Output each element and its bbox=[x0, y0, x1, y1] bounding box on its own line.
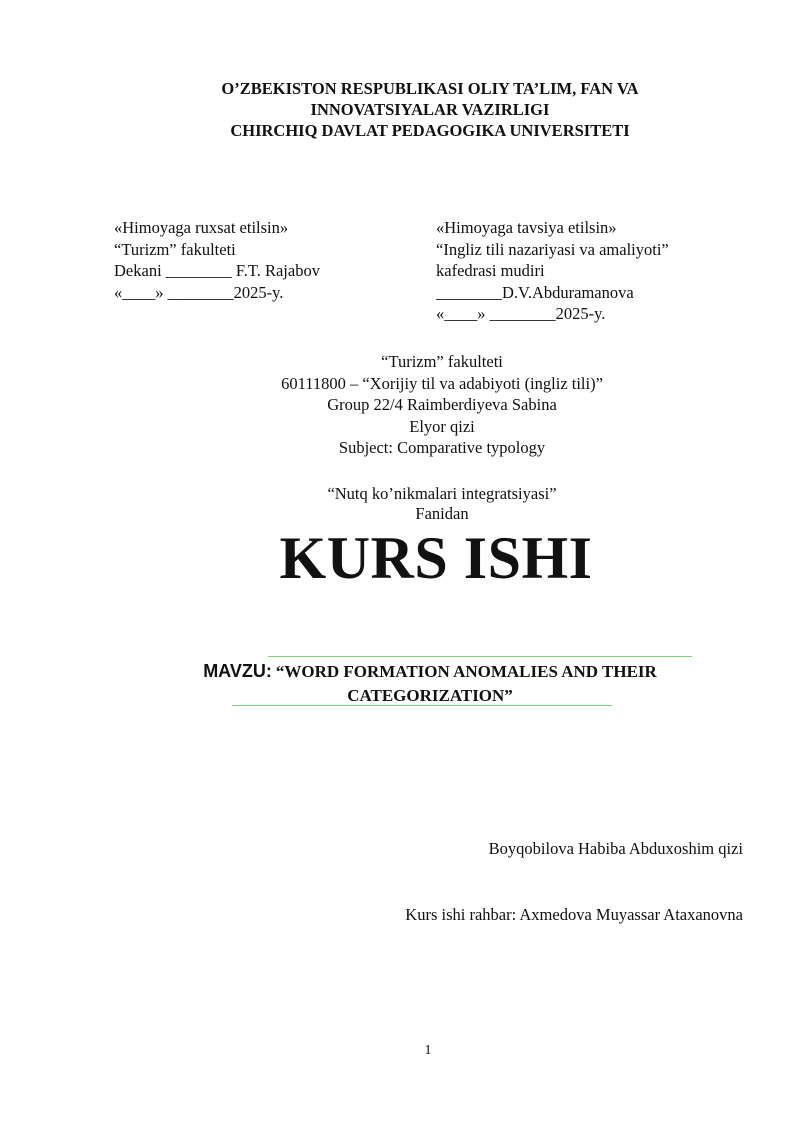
student-info-block bbox=[0, 351, 800, 459]
header-line-2: INNOVATSIYALAR VAZIRLIGI bbox=[310, 100, 550, 119]
program-line: 60111800 – “Xorijiy til va adabiyoti (ingliz tili)” bbox=[281, 373, 603, 393]
approval-left-block bbox=[114, 217, 320, 303]
page-number: 1 bbox=[424, 1043, 432, 1058]
topic-text-1: “WORD FORMATION ANOMALIES AND THEIR bbox=[275, 662, 657, 681]
author-name: Boyqobilova Habiba Abduxoshim qizi bbox=[488, 839, 743, 858]
approval-right-block bbox=[436, 217, 669, 325]
supervisor-line: Kurs ishi rahbar: Axmedova Muyassar Ataxanovna bbox=[405, 905, 743, 924]
course-name: “Nutq ko’nikmalari integratsiyasi” bbox=[327, 484, 557, 503]
topic-line-1 bbox=[0, 660, 800, 684]
approval-right-line-3: kafedrasi mudiri bbox=[436, 261, 545, 280]
approval-left-line-2: “Turizm” fakulteti bbox=[114, 239, 236, 259]
approval-right-line-4: ________D.V.Abduramanova bbox=[436, 282, 634, 302]
subject-line: Subject: Comparative typology bbox=[338, 438, 546, 457]
header-line-1: O’ZBEKISTON RESPUBLIKASI OLIY TA’LIM, FAN VA bbox=[221, 79, 639, 98]
topic-underline-bottom bbox=[232, 705, 612, 706]
group-student-line: Group 22/4 Raimberdiyeva Sabina bbox=[327, 395, 557, 414]
topic-label: MAVZU: bbox=[203, 661, 272, 681]
approval-right-line-2: “Ingliz tili nazariyasi va amaliyoti” bbox=[436, 239, 669, 259]
faculty-line: “Turizm” fakulteti bbox=[381, 352, 503, 371]
approval-left-line-3: Dekani ________ F.T. Rajabov bbox=[114, 261, 320, 280]
student-patronymic-line: Elyor qizi bbox=[409, 416, 475, 436]
approval-right-line-5: «____» ________2025-y. bbox=[436, 304, 606, 323]
topic-block bbox=[0, 660, 800, 707]
course-suffix: Fanidan bbox=[415, 504, 469, 523]
approval-left-line-4: «____» ________2025-y. bbox=[114, 282, 284, 302]
approval-left-line-1: «Himoyaga ruxsat etilsin» bbox=[114, 218, 289, 237]
topic-line-2: CATEGORIZATION” bbox=[347, 686, 513, 705]
topic-underline-top bbox=[268, 656, 692, 657]
approval-right-line-1: «Himoyaga tavsiya etilsin» bbox=[436, 218, 617, 237]
course-block bbox=[0, 484, 800, 524]
header-line-3: CHIRCHIQ DAVLAT PEDAGOGIKA UNIVERSITETI bbox=[230, 121, 630, 140]
document-title: KURS ISHI bbox=[279, 525, 593, 591]
ministry-header bbox=[0, 78, 800, 141]
